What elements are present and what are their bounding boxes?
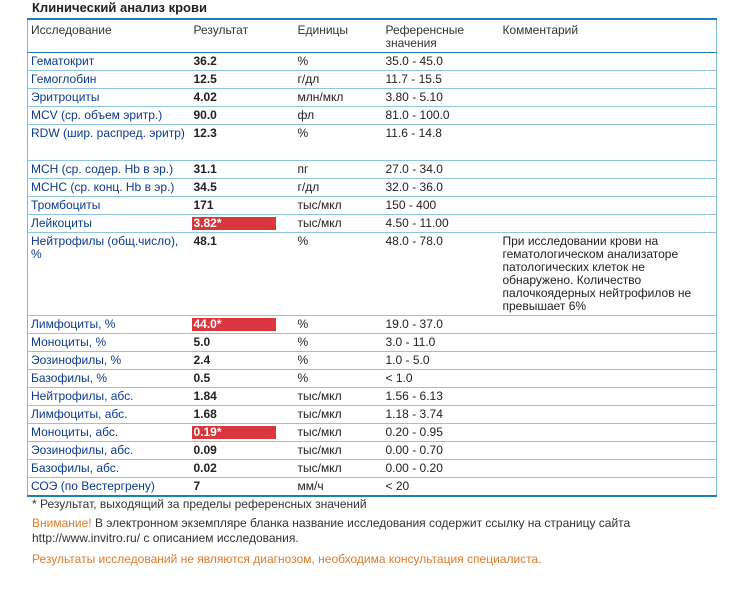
column-header-result: Результат [191, 19, 295, 53]
column-header-reference: Референсные значения [383, 19, 500, 53]
table-row [28, 161, 717, 179]
row-reference: 3.0 - 11.0 [383, 334, 500, 352]
row-name: Моноциты, % [28, 334, 191, 352]
row-reference: < 1.0 [383, 370, 500, 388]
row-result: 12.3 [191, 125, 295, 161]
column-header-comment: Комментарий [500, 19, 717, 53]
row-result: 2.4 [191, 352, 295, 370]
row-result [191, 424, 295, 442]
results-table [27, 18, 717, 497]
table-row [28, 478, 717, 497]
row-comment [500, 460, 717, 478]
table-row [28, 370, 717, 388]
row-name: RDW (шир. распред. эритр) [28, 125, 191, 161]
table-row [28, 233, 717, 316]
table-row [28, 388, 717, 406]
table-row [28, 71, 717, 89]
row-comment [500, 107, 717, 125]
row-units: млн/мкл [295, 89, 383, 107]
row-units: фл [295, 107, 383, 125]
table-header-row [28, 19, 717, 53]
row-reference: 11.7 - 15.5 [383, 71, 500, 89]
row-name: Гемоглобин [28, 71, 191, 89]
row-result: 5.0 [191, 334, 295, 352]
row-units: % [295, 53, 383, 71]
disclaimer: Результаты исследований не являются диагнозом, необходима консультация специалиста. [32, 552, 542, 566]
row-name: Нейтрофилы (общ.число), % [28, 233, 191, 316]
row-result: 0.5 [191, 370, 295, 388]
column-header-name: Исследование [28, 19, 191, 53]
out-of-range-result: 44.0* [192, 318, 276, 331]
row-comment [500, 334, 717, 352]
table-row [28, 352, 717, 370]
row-comment [500, 442, 717, 460]
row-units: г/дл [295, 179, 383, 197]
row-reference: 1.18 - 3.74 [383, 406, 500, 424]
table-row [28, 460, 717, 478]
row-units: тыс/мкл [295, 388, 383, 406]
row-name: Лейкоциты [28, 215, 191, 233]
row-result: 1.68 [191, 406, 295, 424]
row-comment [500, 370, 717, 388]
row-result: 90.0 [191, 107, 295, 125]
table-row [28, 107, 717, 125]
row-units: % [295, 316, 383, 334]
notice [32, 516, 712, 546]
row-reference: 1.56 - 6.13 [383, 388, 500, 406]
row-name: Базофилы, абс. [28, 460, 191, 478]
row-name: MCH (ср. содер. Hb в эр.) [28, 161, 191, 179]
row-reference: 27.0 - 34.0 [383, 161, 500, 179]
row-units: % [295, 233, 383, 316]
row-result: 48.1 [191, 233, 295, 316]
notice-text: В электронном экземпляре бланка название исследования содержит ссылку на страницу сайта http://www.invitro.ru/ с описанием исследования. [32, 516, 631, 545]
table-row [28, 53, 717, 71]
row-result: 36.2 [191, 53, 295, 71]
table-row [28, 125, 717, 161]
row-units: тыс/мкл [295, 406, 383, 424]
row-name: Лимфоциты, % [28, 316, 191, 334]
row-comment [500, 424, 717, 442]
table-row [28, 316, 717, 334]
row-units: пг [295, 161, 383, 179]
row-reference: 3.80 - 5.10 [383, 89, 500, 107]
row-units: тыс/мкл [295, 460, 383, 478]
row-units: тыс/мкл [295, 424, 383, 442]
row-reference: 150 - 400 [383, 197, 500, 215]
row-reference: 0.00 - 0.70 [383, 442, 500, 460]
row-comment [500, 406, 717, 424]
row-units: % [295, 125, 383, 161]
footnote: * Результат, выходящий за пределы референсных значений [32, 497, 367, 511]
row-comment [500, 352, 717, 370]
row-comment [500, 71, 717, 89]
row-name: Нейтрофилы, абс. [28, 388, 191, 406]
row-result: 7 [191, 478, 295, 497]
row-result: 1.84 [191, 388, 295, 406]
row-name: Моноциты, абс. [28, 424, 191, 442]
row-name: Лимфоциты, абс. [28, 406, 191, 424]
row-result: 171 [191, 197, 295, 215]
row-name: Гематокрит [28, 53, 191, 71]
table-row [28, 215, 717, 233]
column-header-units: Единицы [295, 19, 383, 53]
row-units: тыс/мкл [295, 442, 383, 460]
row-comment [500, 125, 717, 161]
row-name: Базофилы, % [28, 370, 191, 388]
row-reference: 81.0 - 100.0 [383, 107, 500, 125]
row-name: Эозинофилы, абс. [28, 442, 191, 460]
row-units: % [295, 334, 383, 352]
row-comment [500, 53, 717, 71]
row-reference: 0.20 - 0.95 [383, 424, 500, 442]
row-reference: 1.0 - 5.0 [383, 352, 500, 370]
row-comment [500, 215, 717, 233]
row-units: г/дл [295, 71, 383, 89]
out-of-range-result: 0.19* [192, 426, 276, 439]
results-table-body [28, 53, 717, 497]
row-units: % [295, 352, 383, 370]
row-comment [500, 197, 717, 215]
report-title: Клинический анализ крови [32, 0, 207, 15]
row-reference: < 20 [383, 478, 500, 497]
row-name: MCHC (ср. конц. Hb в эр.) [28, 179, 191, 197]
row-result: 34.5 [191, 179, 295, 197]
row-reference: 19.0 - 37.0 [383, 316, 500, 334]
row-result: 4.02 [191, 89, 295, 107]
row-reference: 35.0 - 45.0 [383, 53, 500, 71]
table-row [28, 424, 717, 442]
row-result [191, 316, 295, 334]
row-name: Эозинофилы, % [28, 352, 191, 370]
row-reference: 4.50 - 11.00 [383, 215, 500, 233]
row-comment [500, 478, 717, 497]
row-name: MCV (ср. объем эритр.) [28, 107, 191, 125]
row-result [191, 215, 295, 233]
row-name: Тромбоциты [28, 197, 191, 215]
row-comment [500, 89, 717, 107]
table-row [28, 442, 717, 460]
row-reference: 32.0 - 36.0 [383, 179, 500, 197]
row-comment [500, 179, 717, 197]
row-comment [500, 161, 717, 179]
table-row [28, 406, 717, 424]
row-reference: 0.00 - 0.20 [383, 460, 500, 478]
row-comment: При исследовании крови на гематологическом анализаторе патологических клеток не обнаружено. Количество палочкоядерных нейтрофилов не превышает 6% [500, 233, 717, 316]
row-reference: 11.6 - 14.8 [383, 125, 500, 161]
table-row [28, 179, 717, 197]
row-result: 0.02 [191, 460, 295, 478]
table-row [28, 89, 717, 107]
row-units: тыс/мкл [295, 215, 383, 233]
table-row [28, 197, 717, 215]
row-result: 31.1 [191, 161, 295, 179]
row-result: 0.09 [191, 442, 295, 460]
row-comment [500, 388, 717, 406]
row-units: % [295, 370, 383, 388]
row-units: тыс/мкл [295, 197, 383, 215]
table-row [28, 334, 717, 352]
out-of-range-result: 3.82* [192, 217, 276, 230]
row-units: мм/ч [295, 478, 383, 497]
row-name: СОЭ (по Вестергрену) [28, 478, 191, 497]
row-result: 12.5 [191, 71, 295, 89]
row-name: Эритроциты [28, 89, 191, 107]
row-comment [500, 316, 717, 334]
row-reference: 48.0 - 78.0 [383, 233, 500, 316]
notice-warning-word: Внимание! [32, 516, 92, 530]
